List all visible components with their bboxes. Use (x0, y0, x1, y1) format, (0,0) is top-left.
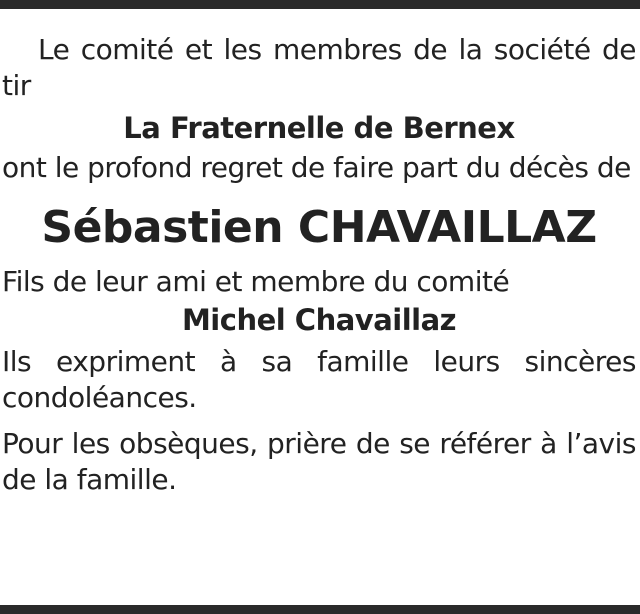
announcement-text: ont le profond regret de faire part du décès de (2, 151, 631, 184)
society-name: La Fraternelle de Bernex (123, 111, 515, 145)
funeral-note-text: Pour les obsèques, prière de se référer à l’avis de la famille. (2, 427, 636, 496)
father-name: Michel Chavaillaz (181, 303, 457, 337)
relation-text: Fils de leur ami et membre du comité (2, 265, 510, 298)
deceased-name: Sébastien CHAVAILLAZ (41, 202, 597, 253)
bottom-border-rule (0, 605, 640, 614)
intro-text: Le comité et les membres de la société de tir (2, 33, 636, 102)
top-border-rule (0, 0, 640, 9)
spacer (2, 416, 636, 426)
condolences-text: Ils expriment à sa famille leurs sincères condoléances. (2, 345, 636, 414)
death-notice (2, 32, 636, 498)
